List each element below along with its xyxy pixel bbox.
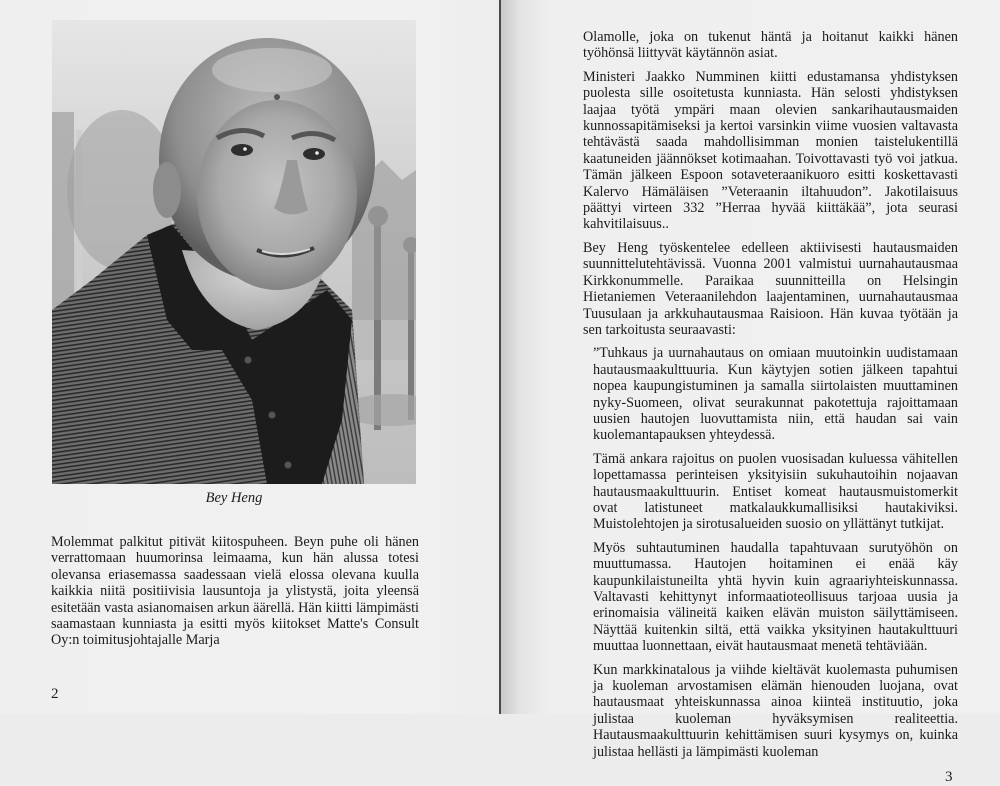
page-number: 2: [51, 686, 59, 702]
paragraph: Olamolle, joka on tukenut häntä ja hoitanut kaikki hänen työhönsä liittyvät käytännön asiat.: [583, 29, 958, 62]
photo-caption: Bey Heng: [205, 490, 263, 506]
portrait-photo-drawing: [52, 20, 416, 484]
paragraph: Bey Heng työskentelee edelleen aktiivisesti hautausmaiden suunnittelutehtävissä. Vuonna 2001 valmistui uurnahautausmaa Kirkkonummelle. Paraikaa suunnitteilla on Helsingin Hietaniemen Veteraanilehdon laajentaminen, uurnahautausmaa Tuusulaan ja arkkuhautausmaa Raisioon. Hän kuvaa työtään ja sen tarkoitusta seuraavasti:: [583, 239, 958, 338]
quote-paragraph: Kun markkinatalous ja viihde kieltävät kuolemasta puhumisen ja kuoleman arvostamisen elämän hienouden luojana, ovat hautausmaat yhteiskunnassa ainoa kiinteä instituutio, joka julistaa kuoleman hyväksymisen realiteettia. Hautausmaakulttuurin kehittämisen suuri kysymys on, kuinka julistaa hellästi ja lämpimästi kuoleman: [593, 661, 958, 760]
right-body-text: [583, 29, 958, 767]
quote-paragraph: Tämä ankara rajoitus on puolen vuosisadan kuluessa vähitellen lopettamassa perinteisen yksityisiin sukuhautoihin nojaavan hautausmaakulttuurin. Entiset komeat hautausmuistomerkit ovat latistuneet matkalaukkumallisiksi hautakiviksi. Muistolehtojen ja sirotusalueiden suosio on yllättänyt tutkijat.: [593, 450, 958, 533]
left-body-text: [51, 534, 419, 656]
paragraph: Molemmat palkitut pitivät kiitospuheen. Beyn puhe oli hänen verrattomaan huumorinsa leimaama, kun hän alussa totesi olevansa eriasemassa saadessaan vielä elossa olevana kuulla kaikkia niitä positiivisia lausuntoja ja ylistystä, joita yleensä esitetään vasta asianomaisen arkun äärellä. Hän kiitti lämpimästi saamastaan kunniasta ja esitti myös kiitokset Matte's Consult Oy:n toimitusjohtajalle Marja: [51, 534, 419, 649]
quote-paragraph: ”Tuhkaus ja uurnahautaus on omiaan muutoinkin uudistamaan hautausmaakulttuuria. Kun käytyjen sotien jälkeen tapahtui nopea kaupungistuminen ja samalla siirtolaisten muuttaminen nyky-Suomeen, olivat seurakunnat pakotettuja rajoittamaan uusien hautojen luovuttamista niin, että haudan sai vain kuolemantapauksen yhteydessä.: [593, 345, 958, 444]
portrait-photo: [52, 20, 416, 484]
paragraph: Ministeri Jaakko Numminen kiitti edustamansa yhdistyksen puolesta sille osoitetusta kunniasta. Hän selosti yhdistyksen laajaa työtä ympäri maan olevien sankarihautausmaiden kunnossapitämiseksi ja kertoi varsinkin viime vuosien valtavasta tehtävästä saada mahdollisimman monien taistelukentillä kaatuneiden jäännökset kotimaahan. Toivottavasti työ voi jatkua. Tämän jälkeen Espoon sotaveteraanikuoro esitti koskettavasti Kalervo Hämäläisen ”Veteraanin iltahuudon”. Jakotilaisuus päättyi virteen 332 ”Herraa hyvää kiittäkää”, jota seurasi kahvitilaisuus..: [583, 68, 958, 233]
quote-paragraph: Myös suhtautuminen haudalla tapahtuvaan surutyöhön on muuttumassa. Hautojen hoitaminen ei enää käy kaupunkilaistuneilta yhtä hyvin kuin agraariyhteiskunnassa. Valtavasti kehittynyt informaatioteollisuus tarjoaa uusia ja erinomaisia välineitä kaiken elävän muiston säilyttämiseen. Näyttää kuitenkin siltä, että vaikka yksityinen hautakulttuuri muuttaa luonnettaan, eivät hautausmaat menetä tehtäviään.: [593, 539, 958, 655]
page-number: 3: [945, 769, 953, 785]
left-page: [0, 0, 500, 714]
